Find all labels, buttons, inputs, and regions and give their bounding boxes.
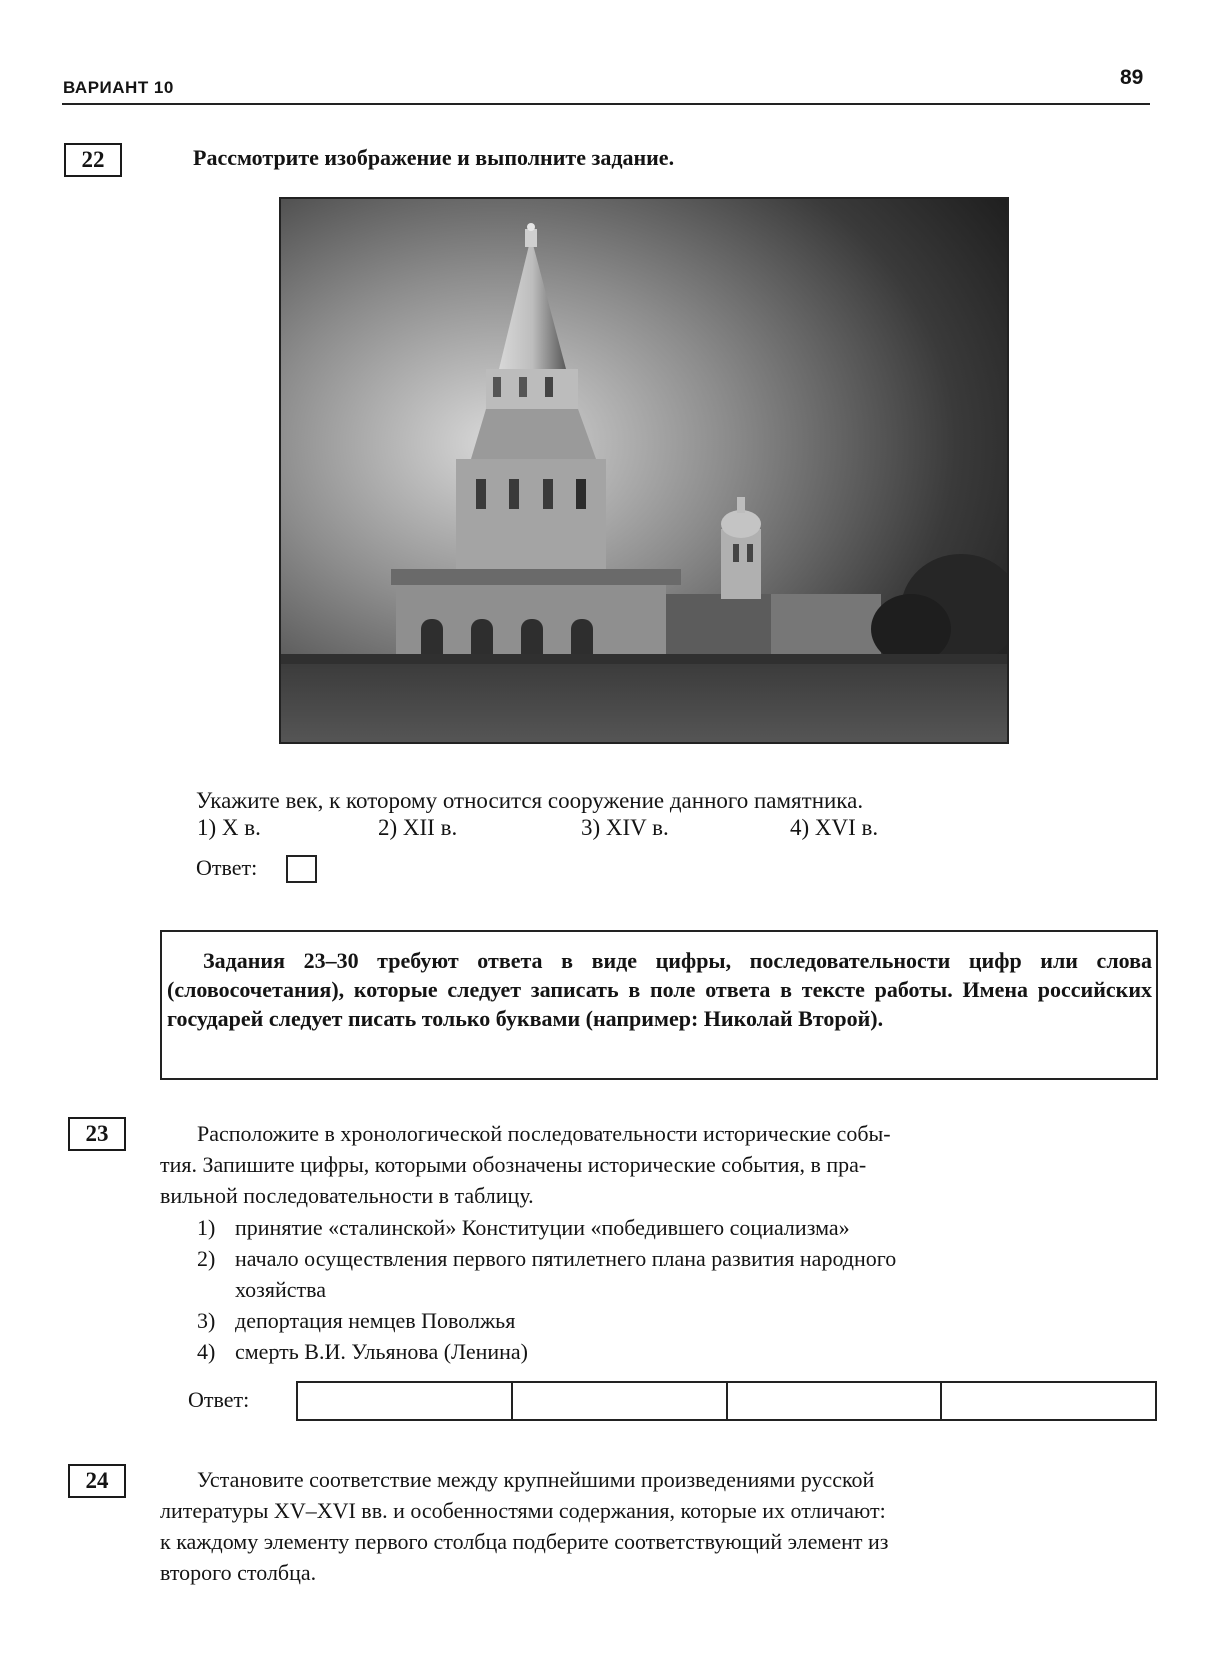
item-4-number: 4)	[197, 1339, 216, 1364]
task-23-instruction-line-2: тия. Запишите цифры, которыми обозначены исторические события, в пра-	[160, 1152, 867, 1177]
item-2-text: начало осуществления первого пятилетнего плана развития народного	[235, 1246, 897, 1271]
task-24-instruction-line-1: Установите соответствие между крупнейшими произведениями русской	[197, 1467, 875, 1492]
item-2-number: 2)	[197, 1246, 216, 1271]
answer-cell-4[interactable]	[942, 1383, 1155, 1419]
item-3-text: депортация немцев Поволжья	[235, 1308, 516, 1333]
task-23-instruction-line-3: вильной последовательности в таблицу.	[160, 1183, 534, 1208]
answer-cell-2[interactable]	[513, 1383, 728, 1419]
option-3: 3) XIV в.	[581, 815, 669, 840]
task-23-answer-label: Ответ:	[188, 1387, 250, 1412]
task-23-instruction-line-1: Расположите в хронологической последовательности исторические собы-	[197, 1121, 891, 1146]
task-22-instruction: Рассмотрите изображение и выполните задание.	[193, 145, 675, 170]
item-3-number: 3)	[197, 1308, 216, 1333]
task-24-instruction-line-2: литературы XV–XVI вв. и особенностями содержания, которые их отличают:	[160, 1498, 886, 1523]
item-4-text: смерть В.И. Ульянова (Ленина)	[235, 1339, 529, 1364]
task-22-number: 22	[64, 143, 122, 177]
task-23-answer-table	[296, 1381, 1157, 1421]
item-1-number: 1)	[197, 1215, 216, 1240]
page-number: 89	[1120, 66, 1144, 89]
variant-title: ВАРИАНТ 10	[63, 78, 174, 97]
task-23-number: 23	[68, 1117, 126, 1151]
item-1-text: принятие «сталинской» Конституции «победившего социализма»	[235, 1215, 850, 1240]
option-1: 1) X в.	[197, 815, 261, 840]
answer-cell-3[interactable]	[728, 1383, 943, 1419]
option-4: 4) XVI в.	[790, 815, 879, 840]
task-24-number: 24	[68, 1464, 126, 1498]
answer-cell-1[interactable]	[298, 1383, 513, 1419]
header-rule	[62, 103, 1150, 105]
task-24-instruction-line-3: к каждому элементу первого столбца подберите соответствующий элемент из	[160, 1529, 889, 1554]
instructions-note-text: Задания 23–30 требуют ответа в виде цифры, последовательности цифр или слова (словосочетания), которые следует записать в поле ответа в тексте работы. Имена российских государей следует писать только буквами (например: Николай Второй).	[167, 948, 1152, 1031]
church-photo	[279, 197, 1009, 744]
task-22-answer-label: Ответ:	[196, 855, 258, 880]
item-2-text-cont: хозяйства	[235, 1277, 326, 1302]
option-2: 2) XII в.	[378, 815, 458, 840]
task-22-question: Укажите век, к которому относится сооружение данного памятника.	[196, 788, 864, 813]
task-24-instruction-line-4: второго столбца.	[160, 1560, 317, 1585]
task-22-answer-box[interactable]	[286, 855, 317, 883]
